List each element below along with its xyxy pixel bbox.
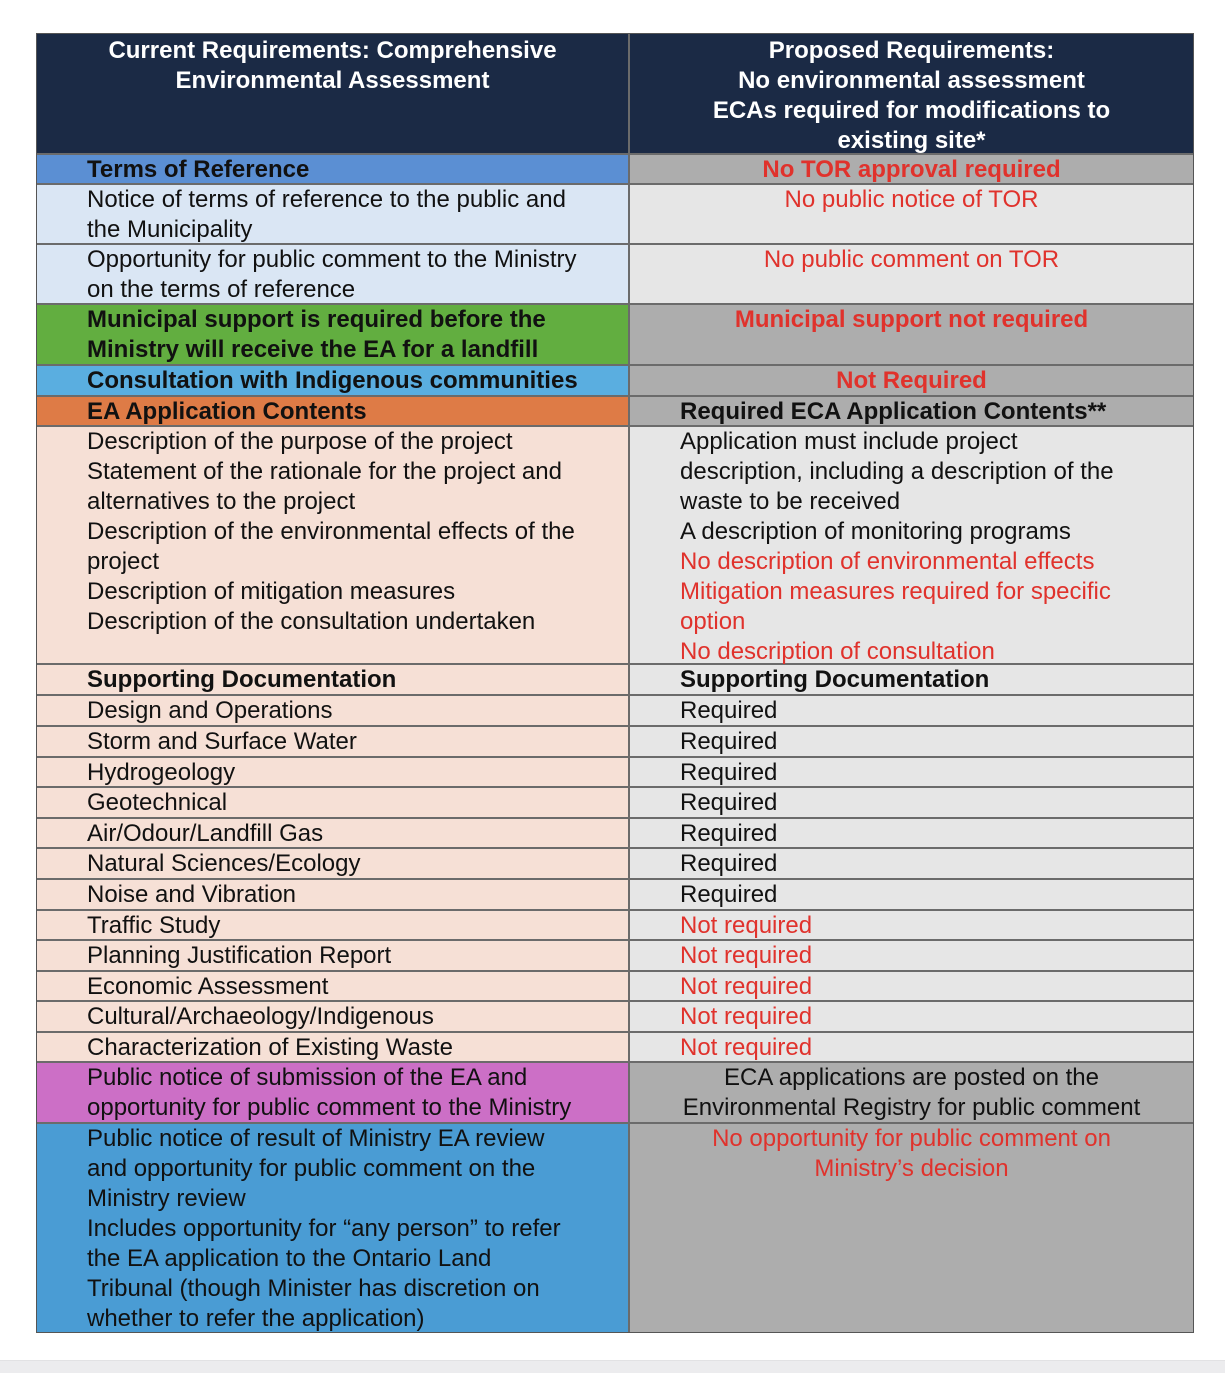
doc-status: Not required bbox=[630, 1033, 1193, 1061]
row-application-contents-body bbox=[37, 427, 1193, 665]
header-line: Proposed Requirements: bbox=[768, 37, 1055, 64]
text-line: No opportunity for public comment on bbox=[712, 1125, 1111, 1152]
row-opportunity-tor bbox=[37, 245, 1193, 305]
proposed-eca-contents: Required ECA Application Contents** bbox=[630, 397, 1193, 425]
header-proposed-requirements bbox=[630, 34, 1193, 153]
text-line: option bbox=[680, 608, 746, 635]
header-line: No environmental assessment bbox=[738, 67, 1085, 94]
text-line: Ministry’s decision bbox=[814, 1155, 1009, 1182]
text-line: Ministry will receive the EA for a landfill bbox=[87, 336, 539, 363]
row-supporting-documentation bbox=[37, 665, 1193, 696]
current-ministry-result bbox=[37, 1124, 630, 1332]
text-line: Description of mitigation measures bbox=[87, 578, 456, 605]
current-opportunity bbox=[37, 245, 630, 303]
doc-name: Traffic Study bbox=[37, 911, 630, 939]
text-line: Description of the consultation undertaken bbox=[87, 608, 536, 635]
table-row bbox=[37, 696, 1193, 727]
text-line: project bbox=[87, 548, 160, 575]
doc-name: Cultural/Archaeology/Indigenous bbox=[37, 1002, 630, 1031]
current-tor: Terms of Reference bbox=[37, 155, 630, 183]
current-public-notice bbox=[37, 1063, 630, 1122]
text-line: alternatives to the project bbox=[87, 488, 356, 515]
doc-status: Not required bbox=[630, 972, 1193, 1000]
table-row bbox=[37, 972, 1193, 1002]
current-contents-list bbox=[37, 427, 630, 663]
header-line: Current Requirements: Comprehensive bbox=[108, 37, 557, 64]
row-ministry-result bbox=[37, 1124, 1193, 1332]
proposed-tor: No TOR approval required bbox=[630, 155, 1193, 183]
table-row bbox=[37, 788, 1193, 819]
text-line: Mitigation measures required for specific bbox=[680, 578, 1111, 605]
row-indigenous-consultation bbox=[37, 366, 1193, 397]
text-line: whether to refer the application) bbox=[87, 1305, 425, 1332]
text-line: A description of monitoring programs bbox=[680, 518, 1071, 545]
proposed-notice: No public notice of TOR bbox=[630, 185, 1193, 243]
text-line: Opportunity for public comment to the Ministry bbox=[87, 246, 577, 273]
doc-status: Required bbox=[630, 788, 1193, 817]
text-line: No description of environmental effects bbox=[680, 548, 1095, 575]
text-line: the EA application to the Ontario Land bbox=[87, 1245, 492, 1272]
text-line: Application must include project bbox=[680, 428, 1018, 455]
doc-status: Required bbox=[630, 758, 1193, 786]
proposed-municipal: Municipal support not required bbox=[630, 305, 1193, 364]
doc-status: Required bbox=[630, 849, 1193, 878]
proposed-contents-list bbox=[630, 427, 1193, 663]
doc-name: Natural Sciences/Ecology bbox=[37, 849, 630, 878]
doc-status: Required bbox=[630, 819, 1193, 847]
text-line: Includes opportunity for “any person” to refer bbox=[87, 1215, 561, 1242]
text-line: description, including a description of the bbox=[680, 458, 1114, 485]
text-line: Ministry review bbox=[87, 1185, 246, 1212]
text-line: Municipal support is required before the bbox=[87, 306, 546, 333]
doc-status: Not required bbox=[630, 911, 1193, 939]
text-line: opportunity for public comment to the Ministry bbox=[87, 1094, 572, 1121]
text-line: Description of the purpose of the project bbox=[87, 428, 513, 455]
header-current-requirements bbox=[37, 34, 630, 153]
bottom-bar bbox=[0, 1360, 1225, 1373]
doc-status: Not required bbox=[630, 1002, 1193, 1031]
doc-name: Noise and Vibration bbox=[37, 880, 630, 909]
current-ea-contents: EA Application Contents bbox=[37, 397, 630, 425]
proposed-opportunity: No public comment on TOR bbox=[630, 245, 1193, 303]
doc-name: Design and Operations bbox=[37, 696, 630, 725]
text-line: Description of the environmental effects of the bbox=[87, 518, 575, 545]
text-line: the Municipality bbox=[87, 216, 253, 243]
text-line: on the terms of reference bbox=[87, 276, 356, 303]
table-row bbox=[37, 819, 1193, 849]
row-terms-of-reference bbox=[37, 155, 1193, 185]
table-row bbox=[37, 1002, 1193, 1033]
doc-name: Characterization of Existing Waste bbox=[37, 1033, 630, 1061]
row-application-contents-heading bbox=[37, 397, 1193, 427]
text-line: and opportunity for public comment on the bbox=[87, 1155, 536, 1182]
table-row bbox=[37, 849, 1193, 880]
text-line: Tribunal (though Minister has discretion on bbox=[87, 1275, 540, 1302]
current-consultation: Consultation with Indigenous communities bbox=[37, 366, 630, 395]
doc-name: Storm and Surface Water bbox=[37, 727, 630, 756]
table-header bbox=[37, 34, 1193, 155]
table-row bbox=[37, 758, 1193, 788]
table-row bbox=[37, 941, 1193, 972]
row-public-notice-submission bbox=[37, 1063, 1193, 1124]
text-line: No description of consultation bbox=[680, 638, 995, 665]
row-notice-tor bbox=[37, 185, 1193, 245]
doc-name: Geotechnical bbox=[37, 788, 630, 817]
doc-name: Air/Odour/Landfill Gas bbox=[37, 819, 630, 847]
text-line: waste to be received bbox=[680, 488, 901, 515]
doc-name: Planning Justification Report bbox=[37, 941, 630, 970]
current-municipal bbox=[37, 305, 630, 364]
doc-name: Economic Assessment bbox=[37, 972, 630, 1000]
table-row bbox=[37, 1033, 1193, 1063]
doc-status: Required bbox=[630, 880, 1193, 909]
proposed-public-notice bbox=[630, 1063, 1193, 1122]
doc-name: Hydrogeology bbox=[37, 758, 630, 786]
text-line: Public notice of result of Ministry EA review bbox=[87, 1125, 545, 1152]
table-row bbox=[37, 880, 1193, 911]
header-line: ECAs required for modifications to bbox=[712, 97, 1111, 124]
header-line: existing site* bbox=[837, 127, 986, 154]
doc-status: Required bbox=[630, 696, 1193, 725]
row-municipal-support bbox=[37, 305, 1193, 366]
proposed-ministry-result bbox=[630, 1124, 1193, 1332]
doc-status: Not required bbox=[630, 941, 1193, 970]
current-notice bbox=[37, 185, 630, 243]
text-line: Statement of the rationale for the project and bbox=[87, 458, 562, 485]
text-line: ECA applications are posted on the bbox=[724, 1064, 1099, 1091]
proposed-supporting: Supporting Documentation bbox=[630, 665, 1193, 694]
doc-status: Required bbox=[630, 727, 1193, 756]
text-line: Public notice of submission of the EA and bbox=[87, 1064, 528, 1091]
table-row bbox=[37, 727, 1193, 758]
header-line: Environmental Assessment bbox=[175, 67, 490, 94]
text-line: Environmental Registry for public comment bbox=[682, 1094, 1141, 1121]
text-line: Notice of terms of reference to the public and bbox=[87, 186, 566, 213]
current-supporting: Supporting Documentation bbox=[37, 665, 630, 694]
table-row bbox=[37, 911, 1193, 941]
proposed-consultation: Not Required bbox=[630, 366, 1193, 395]
comparison-table bbox=[36, 33, 1194, 1333]
